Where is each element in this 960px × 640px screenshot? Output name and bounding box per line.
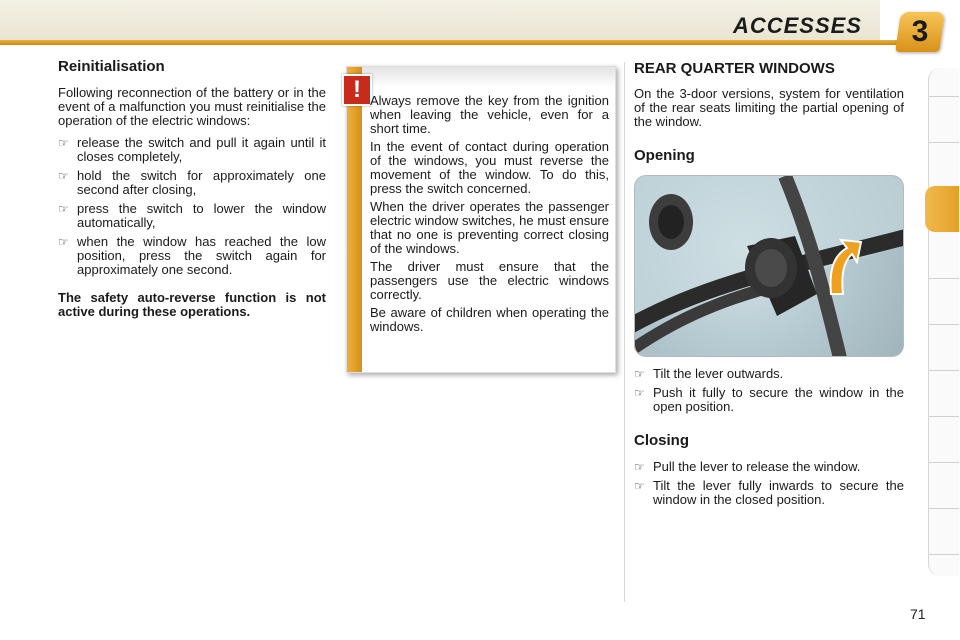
tab-separator xyxy=(929,462,959,463)
list-item xyxy=(58,169,326,197)
opening-steps xyxy=(634,367,904,414)
tab-separator xyxy=(929,370,959,371)
tab-separator xyxy=(929,508,959,509)
warning-top-shade xyxy=(362,67,615,87)
list-item xyxy=(58,136,326,164)
reinitialisation-intro: Following reconnection of the battery or in the event of a malfunction you must reinitialise the operation of the electric windows: xyxy=(58,85,326,128)
step-text: when the window has reached the low position, press the switch again for approximately one second. xyxy=(77,234,326,277)
step-text: hold the switch for approximately one second after closing, xyxy=(77,168,326,197)
step-text: Push it fully to secure the window in the open position. xyxy=(653,385,904,414)
safety-note: The safety auto-reverse function is not active during these operations. xyxy=(58,290,326,319)
warning-box xyxy=(346,66,616,373)
warning-text xyxy=(370,94,609,338)
pointing-hand-icon: ☞ xyxy=(634,386,645,400)
chapter-number: 3 xyxy=(911,15,929,48)
step-text: Pull the lever to release the window. xyxy=(653,459,861,474)
pointing-hand-icon: ☞ xyxy=(58,202,69,216)
closing-steps xyxy=(634,460,904,507)
warning-paragraph: In the event of contact during operation of the windows, you must reverse the movement of the window. To do this, press the switch concerned. xyxy=(370,139,609,196)
tab-separator xyxy=(929,96,959,97)
list-item xyxy=(634,367,904,381)
chapter-tabs xyxy=(928,68,959,576)
page-number: 71 xyxy=(910,606,926,622)
list-item xyxy=(634,460,904,474)
exclamation-icon: ! xyxy=(342,74,372,106)
opening-heading: Opening xyxy=(634,147,695,164)
pointing-hand-icon: ☞ xyxy=(634,460,645,474)
reinitialisation-heading: Reinitialisation xyxy=(58,58,165,75)
page-header xyxy=(0,0,960,52)
list-item xyxy=(58,202,326,230)
pointing-hand-icon: ☞ xyxy=(58,169,69,183)
section-title: ACCESSES xyxy=(732,13,862,38)
list-item xyxy=(634,479,904,507)
list-item xyxy=(634,386,904,414)
list-item xyxy=(58,235,326,277)
warning-paragraph: Be aware of children when operating the windows. xyxy=(370,305,609,334)
reinitialisation-section xyxy=(58,60,326,319)
rear-quarter-windows-intro: On the 3-door versions, system for ventilation of the rear seats limiting the partial opening of the window. xyxy=(634,86,904,129)
chapter-badge xyxy=(895,12,945,52)
step-text: Tilt the lever outwards. xyxy=(653,366,784,381)
tab-separator xyxy=(929,278,959,279)
warning-paragraph: When the driver operates the passenger electric window switches, he must ensure that no one is preventing correct closing of the windows. xyxy=(370,199,609,256)
tab-separator xyxy=(929,554,959,555)
window-lever-illustration xyxy=(635,176,903,356)
tab-separator xyxy=(929,142,959,143)
step-text: press the switch to lower the window automatically, xyxy=(77,201,326,230)
reinitialisation-steps xyxy=(58,136,326,277)
rear-quarter-windows-section xyxy=(634,62,904,517)
pointing-hand-icon: ☞ xyxy=(58,136,69,150)
tab-separator xyxy=(929,416,959,417)
warning-paragraph: The driver must ensure that the passengers use the electric windows correctly. xyxy=(370,259,609,302)
pointing-hand-icon: ☞ xyxy=(58,235,69,249)
header-accent-line xyxy=(0,40,905,45)
warning-paragraph: Always remove the key from the ignition when leaving the vehicle, even for a short time. xyxy=(370,93,609,136)
pointing-hand-icon: ☞ xyxy=(634,479,645,493)
closing-heading: Closing xyxy=(634,432,689,449)
step-text: release the switch and pull it again until it closes completely, xyxy=(77,135,326,164)
tab-separator xyxy=(929,324,959,325)
pointing-hand-icon: ☞ xyxy=(634,367,645,381)
chapter-tab-active[interactable] xyxy=(925,186,959,232)
window-lever-photo xyxy=(634,175,904,357)
column-divider xyxy=(624,62,625,602)
warning-side-bar xyxy=(347,67,362,372)
rear-quarter-windows-heading: REAR QUARTER WINDOWS xyxy=(634,60,835,77)
step-text: Tilt the lever fully inwards to secure the window in the closed position. xyxy=(653,478,904,507)
